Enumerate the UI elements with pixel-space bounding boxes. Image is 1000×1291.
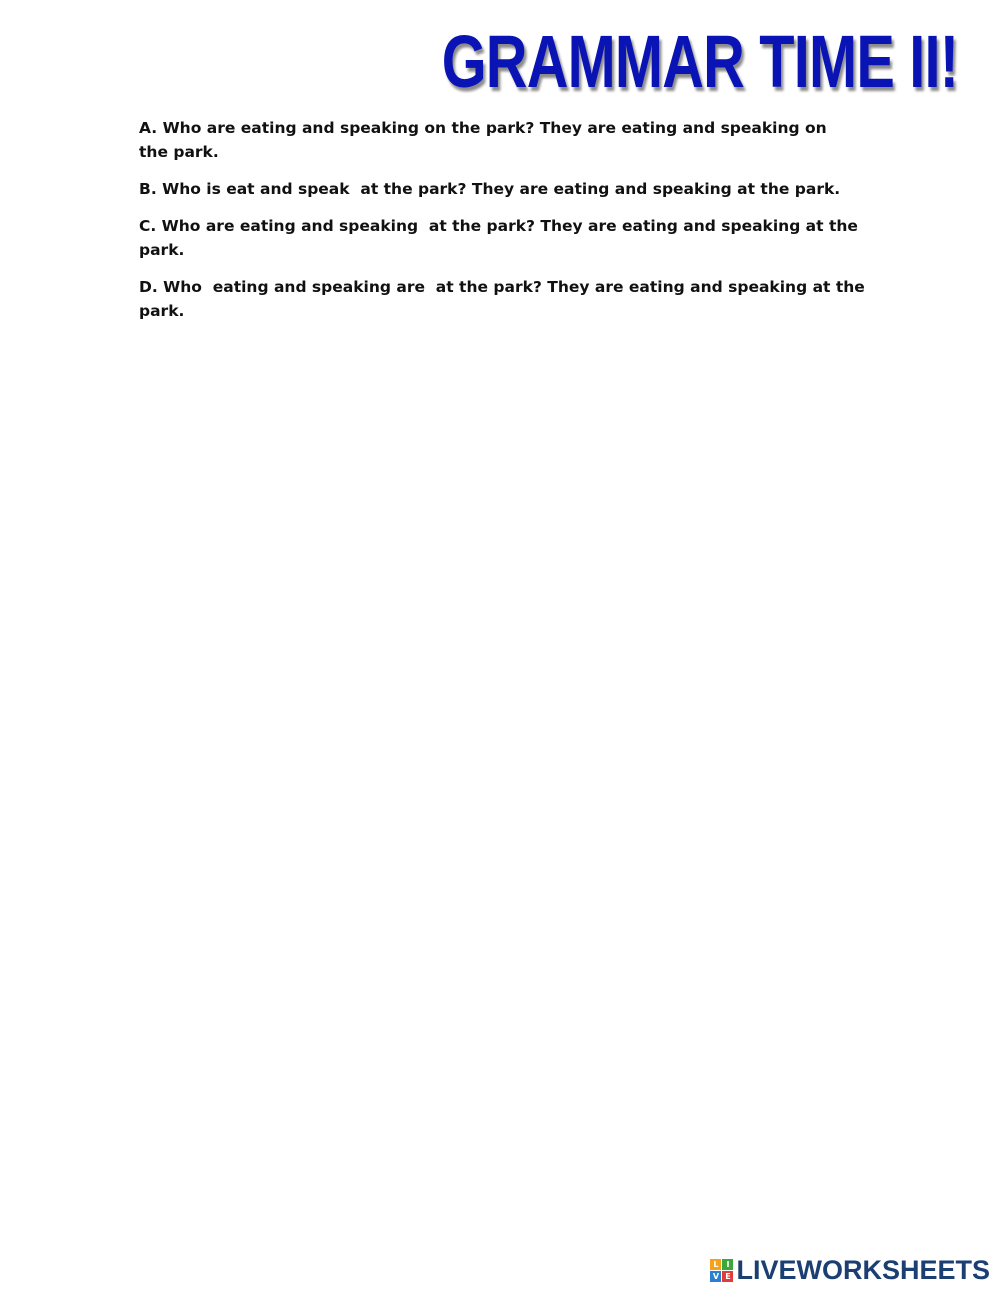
- logo-tile-i: I: [722, 1259, 733, 1270]
- option-c: C. Who are eating and speaking at the park? They are eating and speaking at the park.: [139, 217, 864, 259]
- brand-wordmark: LIVEWORKSHEETS: [736, 1255, 990, 1285]
- liveworksheets-logo: [710, 1255, 990, 1285]
- logo-tile-l: L: [710, 1259, 721, 1270]
- answer-options-list: [139, 116, 869, 336]
- logo-tile-v: V: [710, 1271, 721, 1282]
- option-a: A. Who are eating and speaking on the park? They are eating and speaking on the park.: [139, 119, 833, 161]
- logo-tile-e: E: [722, 1271, 733, 1282]
- worksheet-title: GRAMMAR TIME II!: [441, 20, 958, 103]
- option-b: B. Who is eat and speak at the park? They are eating and speaking at the park.: [139, 180, 841, 198]
- live-tiles-icon: [710, 1259, 733, 1282]
- option-d: D. Who eating and speaking are at the park? They are eating and speaking at the park.: [139, 278, 871, 320]
